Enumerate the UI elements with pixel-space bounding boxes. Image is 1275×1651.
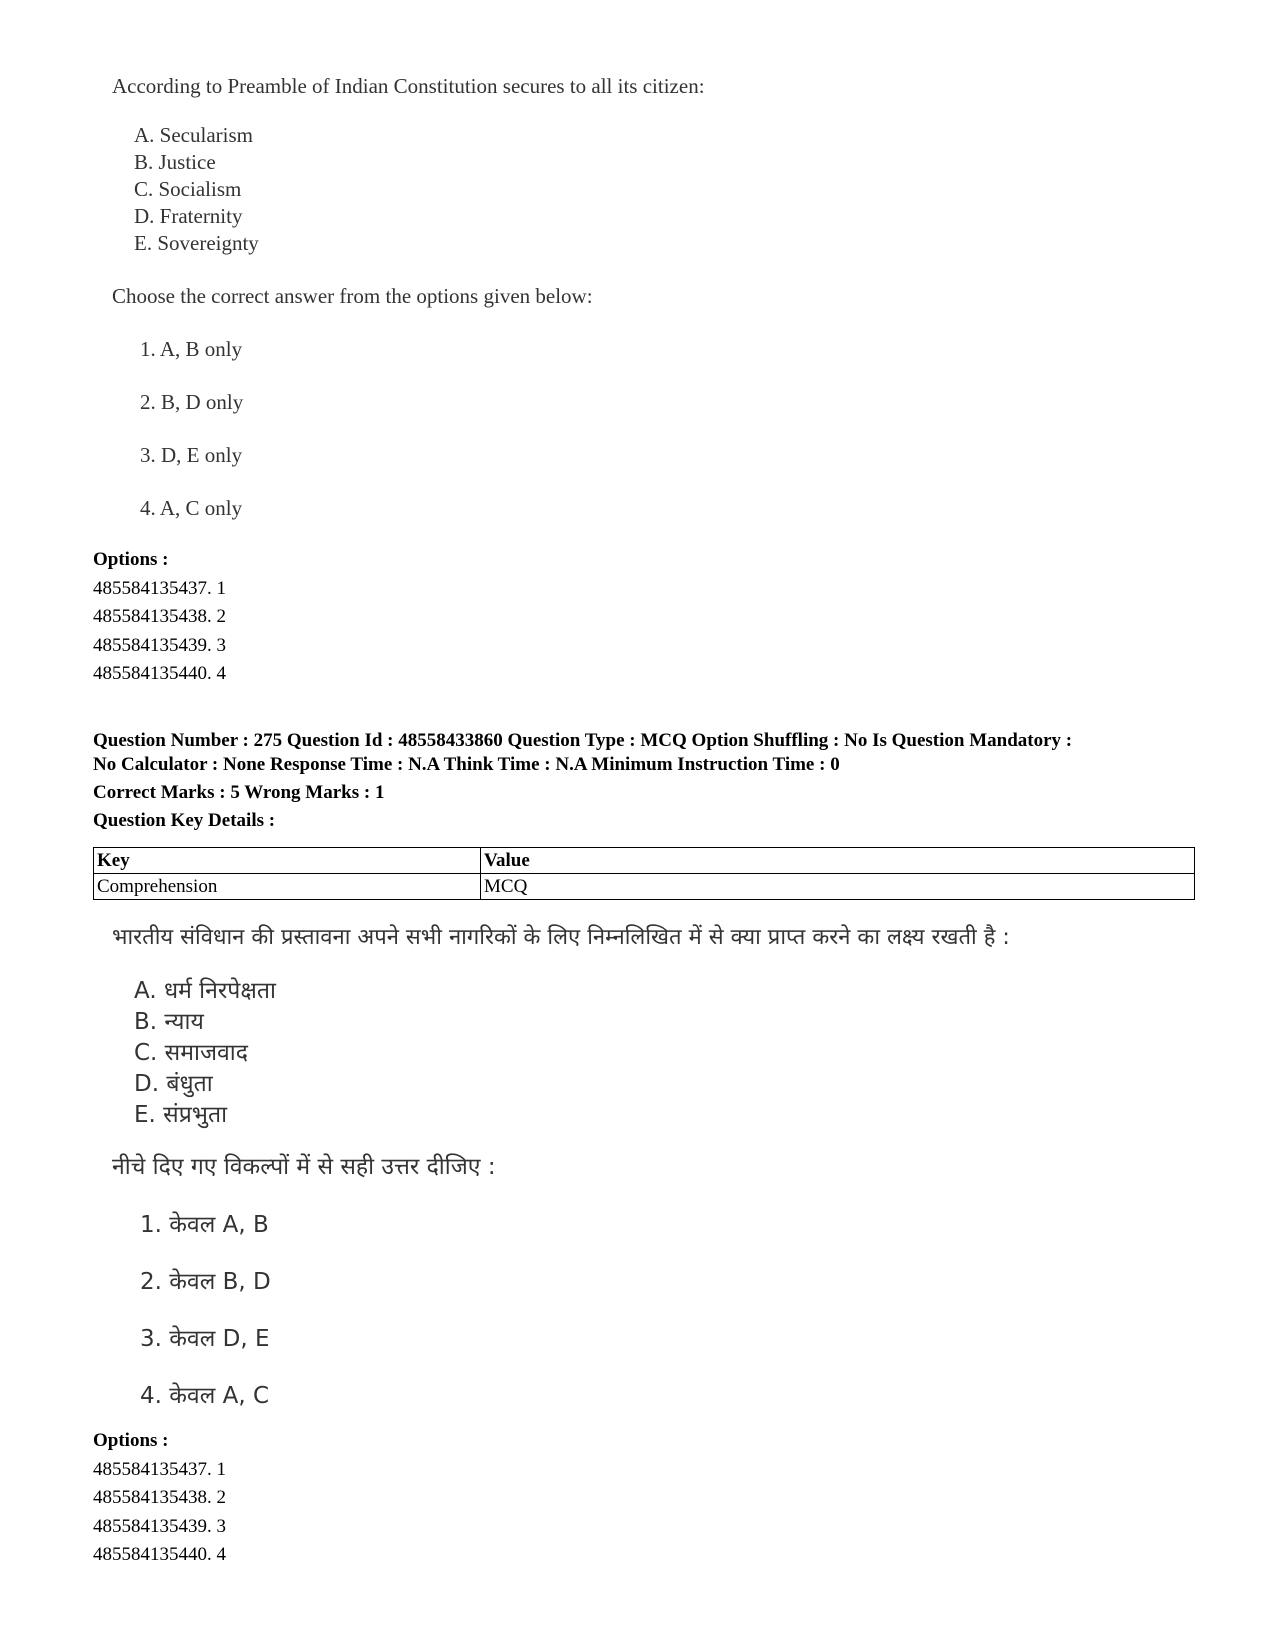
table-row bbox=[94, 874, 1195, 900]
instruction-hindi: नीचे दिए गए विकल्पों में से सही उत्तर दीजिए : bbox=[112, 1154, 496, 1180]
choice-item: 1. केवल A, B bbox=[140, 1212, 269, 1238]
option-item: 485584135438. 2 bbox=[93, 1487, 226, 1508]
choice-item: 1. A, B only bbox=[140, 337, 243, 361]
choice-item: 4. केवल A, C bbox=[140, 1383, 270, 1409]
question-prompt-english: According to Preamble of Indian Constitution secures to all its citizen: bbox=[112, 74, 705, 98]
statement-item: A. Secularism bbox=[134, 123, 253, 147]
statement-item: E. संप्रभुता bbox=[134, 1102, 228, 1128]
options-heading: Options : bbox=[93, 1430, 169, 1451]
table-header-value: Value bbox=[481, 848, 1195, 874]
marks-line: Correct Marks : 5 Wrong Marks : 1 bbox=[93, 782, 385, 803]
choice-item: 2. केवल B, D bbox=[140, 1269, 271, 1295]
option-item: 485584135437. 1 bbox=[93, 1459, 226, 1480]
choice-item: 4. A, C only bbox=[140, 496, 243, 520]
options-heading: Options : bbox=[93, 549, 169, 570]
statement-item: D. बंधुता bbox=[134, 1071, 213, 1097]
question-prompt-hindi: भारतीय संविधान की प्रस्तावना अपने सभी नागरिकों के लिए निम्नलिखित में से क्या प्राप्त करने का लक्ष्य रखती है : bbox=[112, 925, 1010, 950]
statement-item: D. Fraternity bbox=[134, 204, 243, 228]
option-item: 485584135439. 3 bbox=[93, 1516, 226, 1537]
table-cell-value: MCQ bbox=[481, 874, 1195, 900]
option-item: 485584135437. 1 bbox=[93, 578, 226, 599]
statement-item: B. न्याय bbox=[134, 1009, 204, 1035]
statement-item: A. धर्म निरपेक्षता bbox=[134, 978, 276, 1004]
table-header-key: Key bbox=[94, 848, 481, 874]
table-cell-key: Comprehension bbox=[94, 874, 481, 900]
table-header-row bbox=[94, 848, 1195, 874]
option-item: 485584135440. 4 bbox=[93, 1544, 226, 1565]
choice-item: 3. D, E only bbox=[140, 443, 243, 467]
statement-item: B. Justice bbox=[134, 150, 216, 174]
statement-item: C. Socialism bbox=[134, 177, 242, 201]
key-details-table bbox=[93, 847, 1195, 900]
option-item: 485584135438. 2 bbox=[93, 606, 226, 627]
option-item: 485584135440. 4 bbox=[93, 663, 226, 684]
statement-item: E. Sovereignty bbox=[134, 231, 259, 255]
choice-item: 2. B, D only bbox=[140, 390, 244, 414]
choice-item: 3. केवल D, E bbox=[140, 1326, 270, 1352]
statement-item: C. समाजवाद bbox=[134, 1040, 248, 1066]
option-item: 485584135439. 3 bbox=[93, 635, 226, 656]
question-meta-line1: Question Number : 275 Question Id : 48558433860 Question Type : MCQ Option Shuffling : No Is Question Mandatory : bbox=[93, 730, 1073, 751]
question-meta-line2: No Calculator : None Response Time : N.A Think Time : N.A Minimum Instruction Time : 0 bbox=[93, 754, 840, 775]
instruction-english: Choose the correct answer from the options given below: bbox=[112, 284, 593, 308]
key-details-heading: Question Key Details : bbox=[93, 810, 276, 831]
